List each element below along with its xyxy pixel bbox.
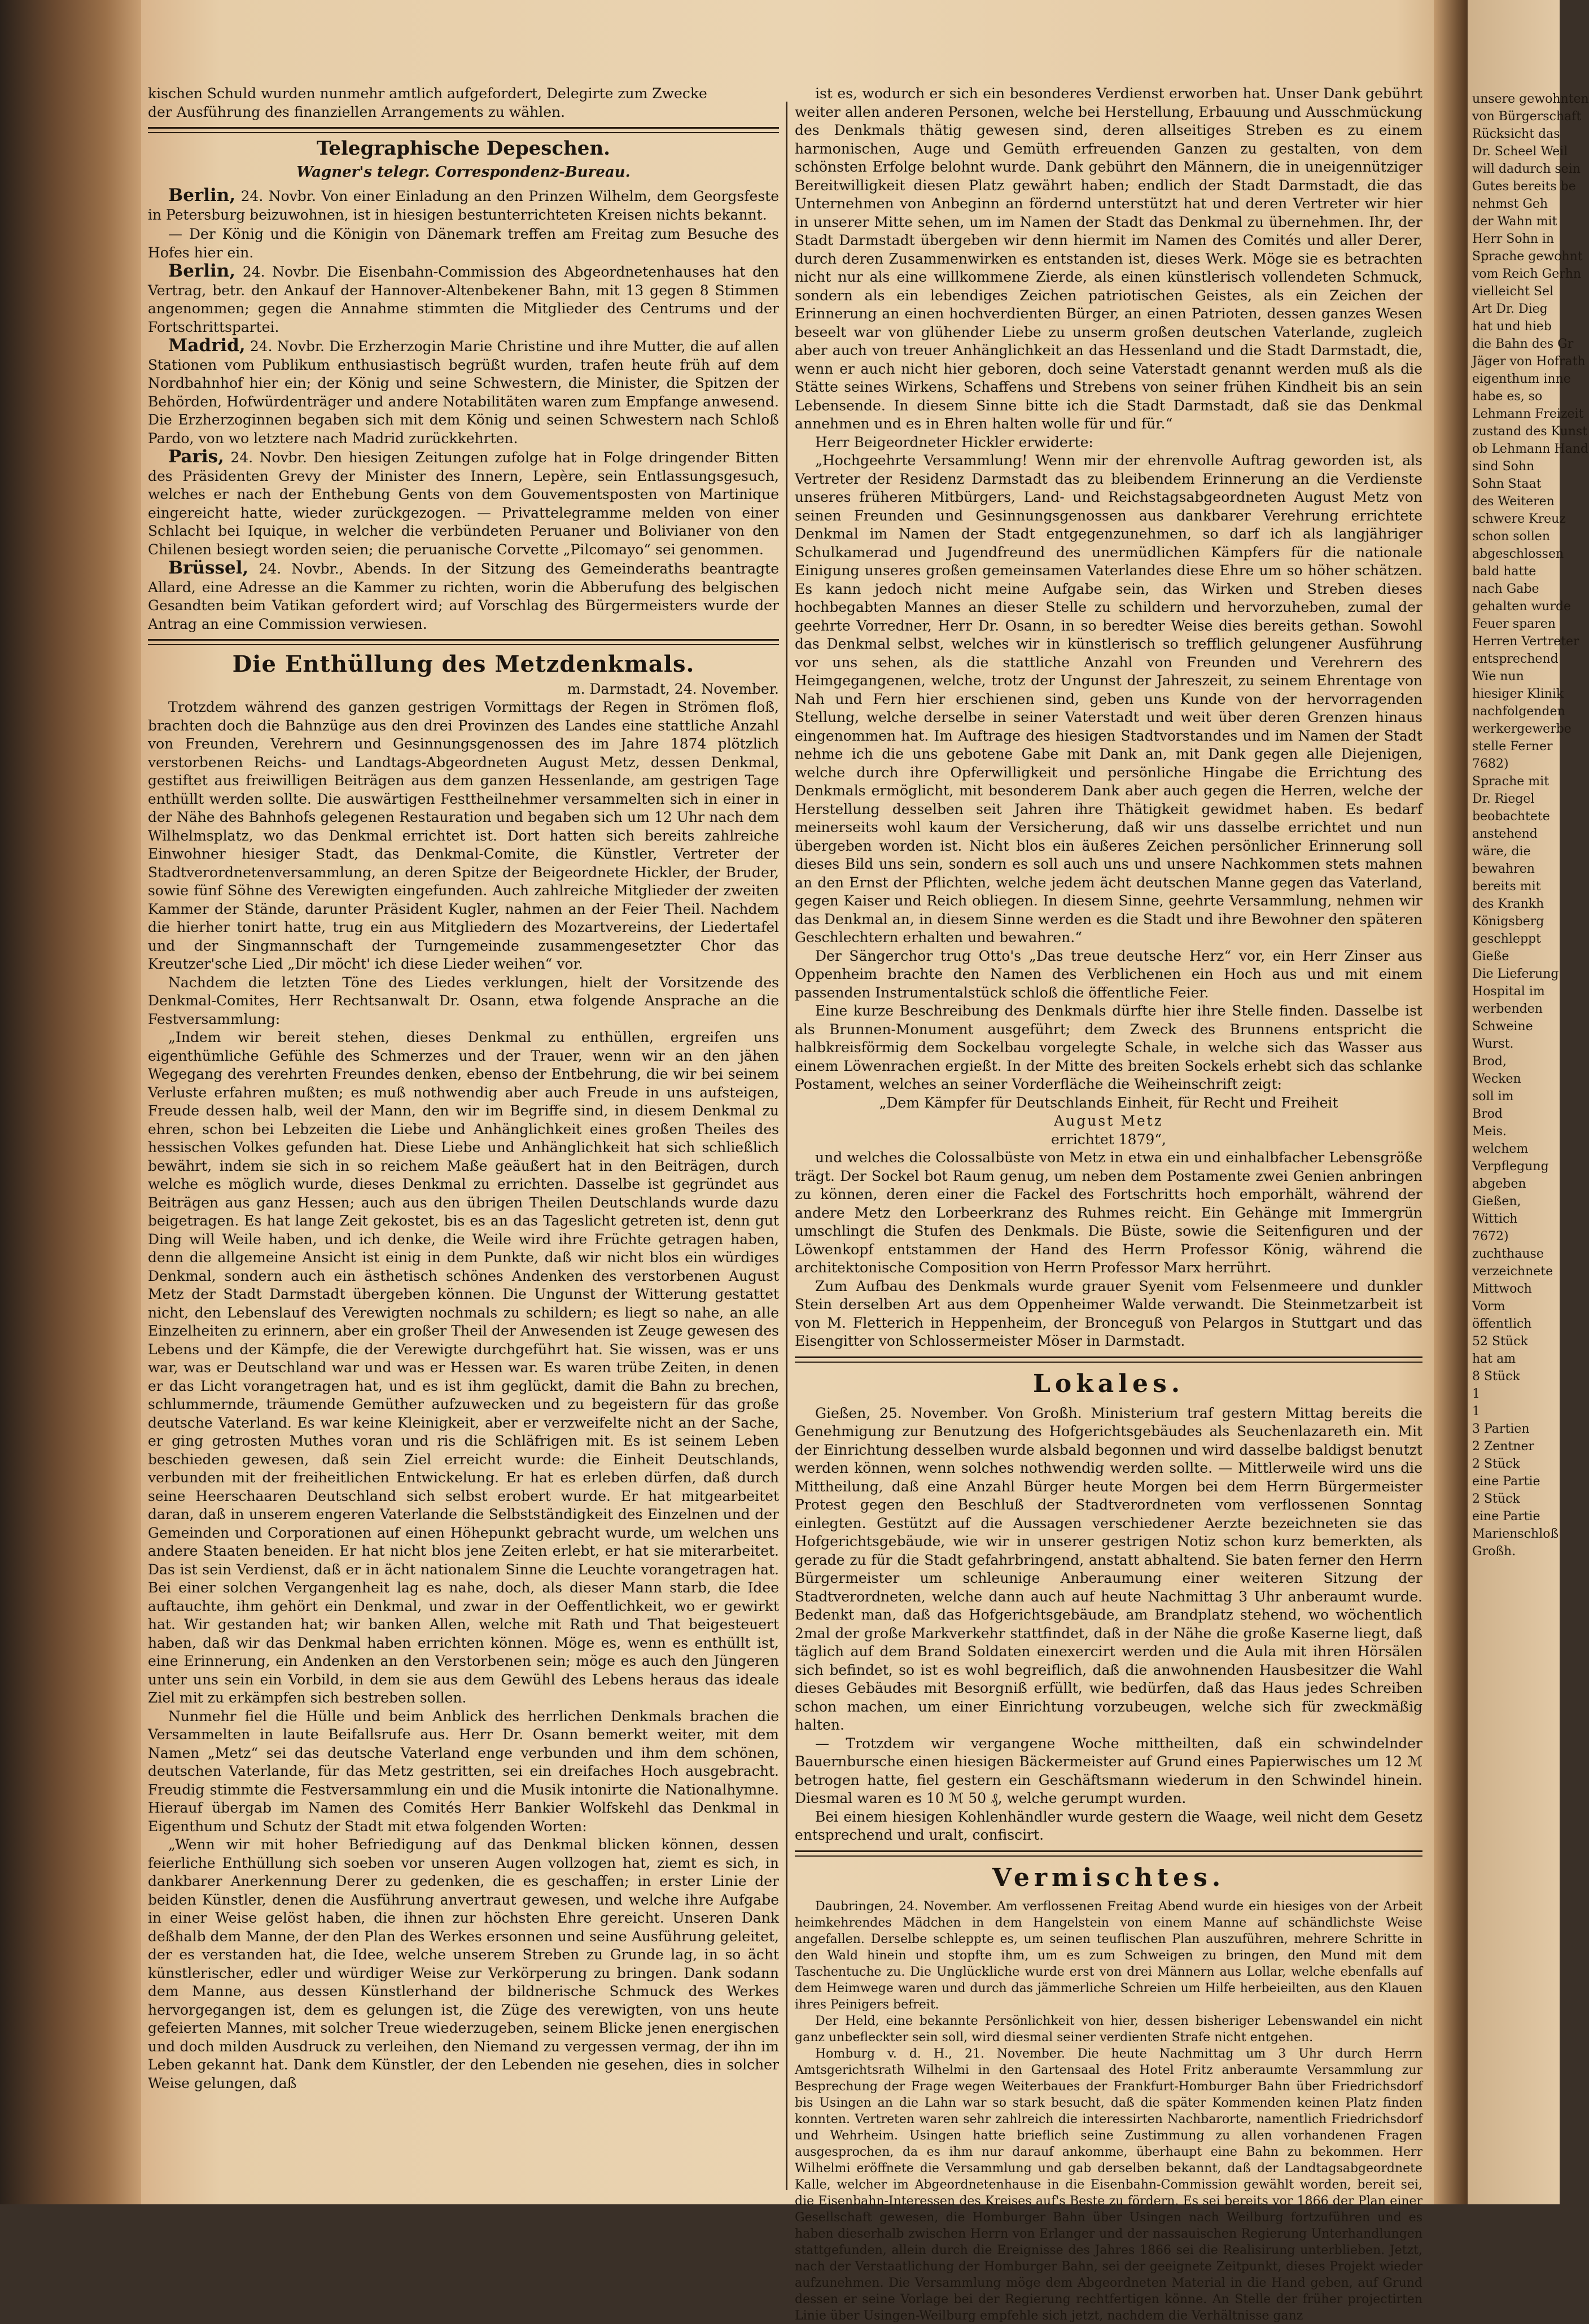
intro-line-1: kischen Schuld wurden nunmehr amtlich aufgefordert, Delegirte zum Zwecke bbox=[148, 85, 707, 102]
telegraph-text: 24. Novbr. Den hiesigen Zeitungen zufolge hat in Folge dringender Bitten des Präsidenten Grevy der Minister des Innern, Lepère, sein Entlassungsgesuch, welches er nach der Enthebung Gents von dem Gouvementsposten von Martinique eingereicht hatte, wieder zurückgezogen. — Privattelegramme melden von einer Schlacht bei Iquique, in welcher die verbündeten Peruaner und Bolivianer von den Chilenen besiegt worden seien; die peruanische Corvette „Pilcomayo“ sei genommen. bbox=[148, 449, 779, 558]
article-dateline: m. Darmstadt, 24. November. bbox=[567, 681, 779, 697]
telegraph-place: Brüssel, bbox=[168, 558, 249, 578]
adjacent-page-line: Jäger von Hofrath bbox=[1472, 354, 1586, 369]
adjacent-page-line: Sprache mit bbox=[1472, 774, 1549, 789]
adjacent-page-line: nach Gabe bbox=[1472, 582, 1539, 596]
adjacent-page-line: Schweine bbox=[1472, 1019, 1533, 1034]
adjacent-page-line: vielleicht Sel bbox=[1472, 285, 1554, 299]
adjacent-page-line: zuchthause bbox=[1472, 1247, 1544, 1261]
inscription-line-3: errichtet 1879“, bbox=[1051, 1131, 1166, 1148]
adjacent-page-line: Königsberg bbox=[1472, 914, 1544, 929]
adjacent-page-line: die Bahn des Gr bbox=[1472, 337, 1574, 351]
adjacent-page-line: anstehend bbox=[1472, 827, 1538, 841]
adjacent-page-line: Herr Sohn in bbox=[1472, 232, 1555, 246]
adjacent-page-line: hiesiger Klinik bbox=[1472, 687, 1564, 701]
adjacent-page-line: schon sollen bbox=[1472, 529, 1550, 544]
telegraph-item bbox=[148, 224, 779, 262]
telegraph-items bbox=[148, 186, 779, 633]
inscription-line-2: August Metz bbox=[1054, 1113, 1163, 1129]
adjacent-page-line: bald hatte bbox=[1472, 564, 1537, 579]
adjacent-page-line: abgeben bbox=[1472, 1177, 1526, 1191]
telegraph-item bbox=[148, 559, 779, 633]
article-title: Die Enthüllung des Metzdenkmals. bbox=[232, 651, 695, 677]
adjacent-page-line: werkergewerbe bbox=[1472, 722, 1572, 736]
top-margin bbox=[148, 0, 779, 85]
article-continuation bbox=[795, 85, 1422, 1094]
adjacent-page-line: Hospital im bbox=[1472, 984, 1545, 999]
article-paragraph: ist es, wodurch er sich ein besonderes Verdienst erworben hat. Unser Dank gebührt weiter allen anderen Personen, welche bei Herstellung, Erbauung und Ausschmückung des Denkmals thätig gewesen sind, deren allseitiges Streben es zu einem harmonischen, Auge und Gemüth erfreuenden Ganzen zu gestalten, von dem schönsten Erfolge belohnt wurde. Dank gebührt den Männern, die in uneigennütziger Bereitwilligkeit diesen Platz gewährt haben; endlich der Stadt Darmstadt, die das Unternehmen von Anbeginn an fördernd unterstützt hat und deren Vertreter wir hier in unserer Mitte sehen, um im Namen der Stadt das Denkmal zu übernehmen. Ihr, der Stadt Darmstadt übergeben wir denn hiermit im Namen des Comités und aller Derer, durch deren Zusammenwirken es entstanden ist, dieses Werk. Möge sie es betrachten nicht nur als eine willkommene Zierde, als einen künstlerisch vollendeten Schmuck, sondern als ein lebendiges Zeichen patriotischen Geistes, als ein Zeichen der Erinnerung an einen hochverdienten Bürger, an einen Patrioten, dessen ganzes Wesen beseelt war von glühender Liebe zu unserm großen deutschen Vaterlande, zugleich aber auch von treuer Anhänglichkeit an das Hessenland und die Stadt Darmstadt, die, wenn er auch nicht hier geboren, doch seine Vaterstadt genannt werden muß als die Stätte seines Wirkens, Schaffens und Strebens von seiner frühen Kindheit bis an sein Lebensende. In diesem Sinne bitte ich die Stadt Darmstadt, daß sie das Denkmal annehmen und es in Ehren halten wolle für und für.“ bbox=[795, 85, 1422, 432]
section-rule bbox=[795, 1850, 1422, 1857]
telegraph-agency: Wagner's telegr. Correspondenz-Bureau. bbox=[296, 164, 631, 181]
article-paragraph: Trotzdem während des ganzen gestrigen Vormittags der Regen in Strömen floß, brachten doch die Bahnzüge aus den drei Provinzen des Landes eine stattliche Anzahl von Freunden, Verehrern und Gesinnungsgenossen des im Jahre 1874 plötzlich verstorbenen Reichs- und Landtags-Abgeordneten August Metz, dessen Denkmal, gestiftet aus freiwilligen Beiträgen aus dem ganzen Hessenlande, am gestrigen Tage enthüllt werden sollte. Die auswärtigen Festtheilnehmer versammelten sich in einer in der Nähe des Bahnhofs gelegenen Restauration und begaben sich um 12 Uhr nach dem Wilhelmsplatz, wo das Denkmal errichtet ist. Dort hatten sich bereits zahlreiche Einwohner hiesiger Stadt, das Denkmal-Comite, die Künstler, Vertreter der Stadtverordnetenversammlung, an deren Spitze der Beigeordnete Hickler, der Bruder, sowie fünf Söhne des Verewigten eingefunden. Auch zahlreiche Mitglieder der zweiten Kammer der Stände, darunter Präsident Kugler, nahmen an der Feier Theil. Nachdem die hierher tonirt hatte, trug ein aus Mitgliedern des Mozartvereins, der Liedertafel und der Singmannschaft der Turngemeinde zusammengesetzter Chor das Kreutzer'sche Lied „Dir möcht' ich diese Lieder weihen“ vor. bbox=[148, 699, 779, 972]
telegraph-place: Paris, bbox=[168, 447, 224, 467]
adjacent-page-line: 1 bbox=[1472, 1387, 1480, 1401]
telegraph-item bbox=[148, 336, 779, 448]
adjacent-page-line: habe es, so bbox=[1472, 389, 1543, 404]
article-paragraph: Eine kurze Beschreibung des Denkmals dürfte hier ihre Stelle finden. Dasselbe ist als Brunnen-Monument ausgeführt; dem Zweck des Brunnens entspricht die halbkreisförmig dem Sockelbau vorgelegte Schale, in welche sich das Wasser aus einem Löwenrachen ergießt. In der Mitte des breiten Sockels erhebt sich das schlanke Postament, welches an seiner Vorderfläche die Weiheinschrift zeigt: bbox=[795, 1003, 1422, 1092]
adjacent-page bbox=[1468, 0, 1589, 2204]
adjacent-page-line: vom Reich Gerhn bbox=[1472, 267, 1582, 281]
telegraph-text: 24. Novbr. Von einer Einladung an den Prinzen Wilhelm, dem Georgsfeste in Petersburg beizuwohnen, ist in hiesigen bestunterrichteten Kreisen nichts bekannt. bbox=[148, 188, 779, 223]
adjacent-page-line: Marienschloß bbox=[1472, 1527, 1559, 1541]
vermischtes-title: Vermischtes. bbox=[992, 1863, 1225, 1892]
adjacent-page-line: gehalten wurde bbox=[1472, 599, 1572, 614]
adjacent-page-line: will dadurch sein bbox=[1472, 162, 1581, 176]
adjacent-page-line: geschleppt bbox=[1472, 932, 1541, 946]
telegraph-text: 24. Novbr. Die Erzherzogin Marie Christine und ihre Mutter, die auf allen Stationen vom Publikum enthusiastisch begrüßt wurden, trafen heute früh auf dem Nordbahnhof hier ein; der König und seine Schwestern, die Minister, die Spitzen der Behörden, Hofwürdenträger und andere Notabilitäten waren zum Empfange anwesend. Die Erzherzoginnen begaben sich mit dem König und seinen Schwestern nach Schloß Pardo, von wo letztere nach Madrid zurückkehrten. bbox=[148, 338, 779, 447]
article-paragraph: „Wenn wir mit hoher Befriedigung auf das Denkmal blicken können, dessen feierliche Enthüllung sich soeben vor unseren Augen vollzogen hat, ziemt es sich, in dankbarer Anerkennung Derer zu gedenken, die es geschaffen; in erster Linie der beiden Künstler, denen die Ausführung anvertraut gewesen, und welche ihre Aufgabe in einer Weise gelöst haben, die ihnen zur höchsten Ehre gereicht. Unseren Dank deßhalb dem Manne, der den Plan des Werkes ersonnen und seine Ausführung geleitet, der es verstanden hat, die Idee, welche unserem Streben zu Grunde lag, in so ächt künstlerischer, edler und würdiger Weise zur Verkörperung zu bringen. Dank sodann dem Manne, aus dessen Künstlerhand der bildnerische Schmuck des Werkes hervorgegangen ist, dem es gelungen ist, die Züge des verewigten, von uns heute gefeierten Mannes, mit solcher Treue wiederzugeben, seinem Blicke jenen energischen und doch milden Ausdruck zu verleihen, den Niemand zu vergessen vermag, der ihn im Leben gekannt hat. Dank dem Künstler, der den Lebenden nie gesehen, dies in solcher Weise gelungen, daß bbox=[148, 1836, 779, 2091]
adjacent-page-line: Verpflegung bbox=[1472, 1159, 1549, 1174]
adjacent-page-line: Dr. Riegel bbox=[1472, 792, 1535, 806]
adjacent-page-line: Sohn Staat bbox=[1472, 477, 1542, 491]
adjacent-page-line: welchem bbox=[1472, 1142, 1529, 1156]
adjacent-page-line: Dr. Scheel Weil bbox=[1472, 145, 1568, 159]
telegraph-text: 24. Novbr., Abends. In der Sitzung des Gemeinderaths beantragte Allard, eine Adresse an die Kammer zu richten, worin die Abberufung des belgischen Gesandten beim Vatikan gefordert wird; auf Vorschlag des Bürgermeisters wurde der Antrag an eine Commission verwiesen. bbox=[148, 561, 779, 632]
intro-line-2: der Ausführung des finanziellen Arrangements zu wählen. bbox=[148, 103, 566, 120]
adjacent-page-line: unsere gewohnten bbox=[1472, 92, 1589, 106]
article-paragraph: Nachdem die letzten Töne des Liedes verklungen, hielt der Vorsitzende des Denkmal-Comites, Herr Rechtsanwalt Dr. Osann, etwa folgende Ansprache an die Festversammlung: bbox=[148, 974, 779, 1027]
section-rule bbox=[148, 127, 779, 133]
adjacent-page-line: Gutes bereits be bbox=[1472, 180, 1576, 194]
adjacent-page-line: sind Sohn bbox=[1472, 459, 1535, 474]
lokales-paragraph: Gießen, 25. November. Von Großh. Ministerium traf gestern Mittag bereits die Genehmigung zur Benutzung des Hofgerichtsgebäudes als Seuchenlazareth ein. Mit der Einrichtung desselben wurde alsbald begonnen und wird dasselbe baldigst benutzt werden können, wenn solches nothwendig werden sollte. — Mittlerweile wird uns die Mittheilung, daß eine Anzahl Bürger heute Morgen bei dem Herrn Bürgermeister Protest gegen den Beschluß der Stadtverordneten vom verflossenen Sonntag einlegten. Gestützt auf die Aussagen verschiedener Aerzte bezeichneten sie das Hofgerichtsgebäude, wie wir in unserer gestrigen Notiz schon kurz bemerkten, als gerade zu für die Stadt gefahrbringend, anstatt abhaltend. Sie baten ferner den Herrn Bürgermeister um schleunige Anberaumung einer weiteren Sitzung der Stadtverordneten, welche dann auch auf heute Nachmittag 3 Uhr anberaumt wurde. Bedenkt man, daß das Hofgerichtsgebäude, am Brandplatz stehend, wo wöchentlich 2mal der große Markverkehr stattfindet, daß in der Nähe die große Kaserne liegt, daß täglich auf dem Brand Soldaten einexercirt werden und die Aula mit ihren Hörsälen sich befindet, so ist es wohl begreiflich, daß die anwohnenden Hausbesitzer die Wahl dieses Gebäudes mit Besorgniß erfüllt, wie bedürfen, daß das Haus jedes Schreiben schon machen, um einer Einrichtung vorzubeugen, welche sich für zweckmäßig halten. bbox=[795, 1404, 1422, 1733]
section-rule bbox=[148, 639, 779, 645]
adjacent-page-line: beobachtete bbox=[1472, 809, 1550, 824]
adjacent-page-line: entsprechend bbox=[1472, 652, 1559, 666]
adjacent-page-line: Großh. bbox=[1472, 1544, 1516, 1559]
adjacent-page-line: hat am bbox=[1472, 1352, 1516, 1366]
adjacent-page-line: schwere Kreuz bbox=[1472, 512, 1566, 526]
adjacent-page-line: abgeschlossen bbox=[1472, 547, 1564, 561]
adjacent-page-line: Brod, bbox=[1472, 1054, 1507, 1069]
lokales-body bbox=[795, 1404, 1422, 1845]
adjacent-page-line: Herren Vertreter bbox=[1472, 634, 1579, 649]
adjacent-page-line: 2 Zentner bbox=[1472, 1439, 1535, 1454]
section-rule bbox=[795, 1356, 1422, 1363]
adjacent-page-line: werbenden bbox=[1472, 1002, 1543, 1016]
adjacent-page-line: nachfolgenden bbox=[1472, 704, 1565, 719]
adjacent-page-line: von Bürgerschaft bbox=[1472, 110, 1582, 124]
adjacent-page-line: nehmst Geh bbox=[1472, 197, 1548, 211]
adjacent-page-line: 1 bbox=[1472, 1404, 1480, 1419]
adjacent-page-line: 7672) bbox=[1472, 1229, 1509, 1244]
column-left bbox=[148, 0, 779, 2204]
article-paragraph: „Indem wir bereit stehen, dieses Denkmal zu enthüllen, ergreifen uns eigenthümliche Gefühle des Schmerzes und der Trauer, wenn wir an den jähen Wegegang des verehrten Freundes denken, ebenso der Entbehrung, die wir bei seinem Verluste erfahren mußten; es muß nothwendig aber auch Freude in uns aufsteigen, Freude dessen halb, weil der Mann, den wir im Begriffe sind, in diesem Denkmal zu ehren, schon bei Lebzeiten die Liebe und Anhänglichkeit eines großen Theiles des hessischen Volkes gefunden hat. Diese Liebe und Anhänglichkeit hat sich schließlich bewährt, indem sie sich in so reichem Maße geäußert hat in den Beiträgen, durch welche es möglich wurde, dieses Denkmal zu errichten. Dasselbe ist gegründet aus Beiträgen aus ganz Hessen; auch aus den übrigen Theilen Deutschlands wurde dazu beigetragen. Es hat lange Zeit gekostet, bis es an das Tageslicht getreten ist, denn gut Ding will Weile haben, und ich denke, die Weile wird ihre Früchte getragen haben, denn die allgemeine Ansicht ist einig in dem Punkte, daß wir nicht blos ein würdiges Denkmal, sondern auch ein ästhetisch schönes Andenken des verstorbenen August Metz der Stadt Darmstadt übergeben können. Die Ungunst der Witterung gestattet nicht, den Lebenslauf des Verewigten nochmals zu schildern; es liegt so nahe, an alle Einzelheiten zu erinnern, aber ein großer Theil der Anwesenden ist Zeuge gewesen des Lebens und der Kämpfe, die der Verewigte durchgeführt hat. Sie wissen, was er uns war, was er Deutschland war und was er Hessen war. Es waren trübe Zeiten, in denen er das Licht vorangetragen hat, und es ist ihm geglückt, damit die Bahn zu brechen, schlummernde, träumende Gemüther aufzuwecken und zu begeistern für das große deutsche Vaterland. Es war keine Kleinigkeit, aber er verzweifelte nicht an der Sache, er ging getrosten Muthes voran und ris die Schläfrigen mit. Es ist seinem Leben beschieden gewesen, daß sein Ziel erreicht wurde: die Einheit Deutschlands, verbunden mit der freiheitlichen Entwickelung. Er hat es erleben dürfen, daß durch seine Heerschaaren Deutschland sich selbst erobert wurde. Er hat mitgearbeitet daran, daß in unserem engeren Vaterlande die Selbstständigkeit des Einzelnen und der Gemeinden und Corporationen auf einen Höhepunkt gebracht wurde, um welchen uns andere Staaten beneiden. Er hat nicht blos jene Zeiten erlebt, er hat sie miterarbeitet. Das ist sein Verdienst, daß er in ächt nationalem Sinne die Leuchte vorangetragen hat. Bei einer solchen Vergangenheit lag es nahe, doch, als dieser Mann starb, die Idee auftauchte, ihm gehört ein Denkmal, und zwar in der Oeffentlichkeit, wo er gewirkt hat. Wir gestanden hat; wir banken Allen, welche mit Rath und That beigesteuert haben, daß wir das Denkmal haben errichten können. Möge es, wenn es enthüllt ist, eine Erinnerung, ein Andenken an den Verstorbenen sein; möge es auch den Jüngeren unter uns sein ein Vorbild, in dem sie aus dem Gewühl des Lebens heraus das ideale Ziel mit zu erkämpfen sich bestreben sollen. bbox=[148, 1029, 779, 1706]
adjacent-page-line: eine Partie bbox=[1472, 1474, 1540, 1489]
adjacent-page-line: Mittwoch bbox=[1472, 1282, 1532, 1296]
adjacent-page-line: Feuer sparen bbox=[1472, 617, 1556, 631]
adjacent-page-line: Wie nun bbox=[1472, 669, 1524, 684]
adjacent-page-line: Wittich bbox=[1472, 1212, 1518, 1226]
vermischtes-paragraph: Daubringen, 24. November. Am verflossenen Freitag Abend wurde ein hiesiges von der Arbeit heimkehrendes Mädchen in dem Hangelstein von einem Manne auf schändlichste Weise angefallen. Derselbe schleppte es, um seinen teuflischen Plan auszuführen, mehrere Schritte in den Wald hinein und stopfte ihm, um es zum Schweigen zu bringen, den Mund mit dem Taschentuche zu. Die Unglückliche wurde erst von drei Männern aus Lollar, welche ebenfalls auf dem Heimwege waren und durch das jämmerliche Schreien um Hilfe herbeieilten, aus den Klauen ihres Peinigers befreit. bbox=[795, 1899, 1422, 2012]
column-right bbox=[795, 0, 1422, 2323]
adjacent-page-line: Meis. bbox=[1472, 1124, 1507, 1139]
adjacent-page-line: 7682) bbox=[1472, 757, 1509, 771]
article-paragraph: Nunmehr fiel die Hülle und beim Anblick des herrlichen Denkmals brachen die Versammelten in laute Beifallsrufe aus. Herr Dr. Osann bemerkt weiter, mit dem Namen „Metz“ sei das deutsche Vaterland enge verbunden und ihm dem schönen, deutschen Vaterlande, für das Metz gestritten, sei ein dreifaches Hoch ausgebracht. Freudig stimmte die Festversammlung ein und die Musik intonirte die Nationalhymne. Hierauf übergab im Namen des Comités Herr Bankier Wolfskehl das Denkmal in Eigenthum und Schutz der Stadt mit etwa folgenden Worten: bbox=[148, 1708, 779, 1835]
adjacent-page-line: soll im bbox=[1472, 1089, 1514, 1104]
adjacent-page-line: 8 Stück bbox=[1472, 1369, 1520, 1384]
lokales-title: Lokales. bbox=[1032, 1369, 1185, 1398]
adjacent-page-line: Brod bbox=[1472, 1107, 1503, 1121]
article-paragraph: Zum Aufbau des Denkmals wurde grauer Syenit vom Felsenmeere und dunkler Stein derselben Art aus dem Oppenheimer Walde verwandt. Die Steinmetzarbeit ist von M. Fletterich in Heppenheim, der Bronceguß von Pelargos in Stuttgart und das Eisengitter von Schlossermeister Möser in Darmstadt. bbox=[795, 1277, 1422, 1349]
adjacent-page-line: Lehmann Freizeit bbox=[1472, 407, 1584, 421]
column-rule bbox=[786, 102, 787, 2190]
top-margin bbox=[1468, 0, 1560, 90]
adjacent-page-line: Vorm bbox=[1472, 1299, 1505, 1314]
adjacent-page-line: Wurst. bbox=[1472, 1037, 1514, 1051]
article-paragraph: „Hochgeehrte Versammlung! Wenn mir der ehrenvolle Auftrag geworden ist, als Vertreter der Residenz Darmstadt das zu bleibendem Erinnerung an die Verdienste unseres früheren Mitbürgers, Land- und Reichstagsabgeordneten August Metz von seinen Freunden und Gesinnungsgenossen aus dankbarer Verehrung errichtete Denkmal im Namen der Stadt entgegenzunehmen, so darf ich als langjähriger Schulkamerad und Jugendfreund des unermüdlichen Kämpfers für die nationale Einigung unseres großen gemeinsamen Vaterlandes diese Ehre um so höher schätzen. Es kann jedoch nicht meine Aufgabe sein, das Wirken und Streben dieses hochbegabten Mannes an dieser Stelle zu schildern und hervorzuheben, zumal der geehrte Vorredner, Herr Dr. Osann, in so beredter Weise dies bereits gethan. Sowohl das Denkmal selbst, welches wir in künstlerisch so trefflich gelungener Ausführung vor uns sehen, als die stattliche Anzahl von Freunden und Verehrern des Heimgegangenen, welche, trotz der Ungunst der Jahreszeit, zu seinem Ehrentage von Nah und Fern hier erschienen sind, geben uns Kunde von der hervorragenden Stellung, welche derselbe in seiner Vaterstadt und weit über deren Grenzen hinaus eingenommen hat. Im Auftrage des hiesigen Stadtvorstandes und im Namen der Stadt nehme ich die uns gebotene Gabe mit Dank an, mit Dank gegen alle Diejenigen, welche durch ihre Opferwilligkeit und persönliche Hingabe die Errichtung des Denkmals ermöglicht, mit besonderem Dank aber auch gegen die Herren, welche der Herstellung desselben seit Jahren ihre Thätigkeit gewidmet haben. Es bedarf meinerseits wohl kaum der Versicherung, daß wir uns dasselbe errichtet und nun übergeben worden ist. Nicht blos ein äußeres Zeichen persönlicher Erinnerung soll dieses Bild uns sein, sondern es soll auch uns und unsere Nachkommen stets mahnen an den Ernst der Pflichten, welche jedem ächt deutschen Manne gegen das Vaterland, gegen Kaiser und Reich obliegen. In diesem Sinne, geehrte Versammlung, nehmen wir das Denkmal an, in diesem Sinne werden es die Stadt und ihre Bewohner den späteren Geschlechtern erhalten und bewahren.“ bbox=[795, 452, 1422, 946]
article-paragraph: Herr Beigeordneter Hickler erwiderte: bbox=[815, 434, 1093, 450]
binding-left bbox=[0, 0, 141, 2204]
telegraph-item bbox=[148, 186, 779, 224]
adjacent-page-line: bereits mit bbox=[1472, 879, 1541, 894]
adjacent-page-line: Rücksicht das bbox=[1472, 127, 1560, 141]
article-paragraph: und welches die Colossalbüste von Metz in etwa ein und einhalbfacher Lebensgröße trägt. Der Sockel bot Raum genug, um neben dem Postamente zwei Genien anbringen zu können, deren einer die Fackel des Fortschritts hoch emporhält, während der andere Metz den Lorbeerkranz des Ruhmes reicht. Ein Gehänge mit Immergrün umschlingt die Stufen des Denkmals. Die Büste, sowie die Seitenfiguren und der Löwenkopf entstammen der Hand des Herrn Professor König, während die architektonische Composition von Herrn Professor Marx herrührt. bbox=[795, 1149, 1422, 1276]
adjacent-page-text bbox=[1468, 90, 1589, 1560]
adjacent-page-line: Sprache gewohnt bbox=[1472, 250, 1583, 264]
adjacent-page-line: der Wahn mit bbox=[1472, 215, 1557, 229]
adjacent-page-line: bewahren bbox=[1472, 862, 1535, 876]
adjacent-page-line: stelle Ferner bbox=[1472, 739, 1553, 754]
adjacent-page-line: verzeichnete bbox=[1472, 1264, 1553, 1279]
adjacent-page-line: Gieße bbox=[1472, 949, 1509, 964]
adjacent-page-line: eine Partie bbox=[1472, 1509, 1540, 1524]
adjacent-page-line: 3 Partien bbox=[1472, 1422, 1530, 1436]
adjacent-page-line: Die Lieferung bbox=[1472, 967, 1559, 981]
adjacent-page-line: Art Dr. Dieg bbox=[1472, 302, 1548, 316]
adjacent-page-line: des Krankh bbox=[1472, 897, 1544, 911]
telegraph-place: Berlin, bbox=[168, 185, 236, 205]
telegraph-place: Madrid, bbox=[168, 335, 246, 356]
adjacent-page-line: 2 Stück bbox=[1472, 1492, 1520, 1506]
article-description bbox=[795, 1149, 1422, 1351]
vermischtes-paragraph: Der Held, eine bekannte Persönlichkeit von hier, dessen bisheriger Lebenswandel ein nicht ganz unbefleckter sein soll, wird diesmal seiner verdienten Strafe nicht entgehen. bbox=[795, 2014, 1422, 2045]
telegraph-text: 24. Novbr. Die Eisenbahn-Commission des Abgeordnetenhauses hat den Vertrag, betr. den Ankauf der Hannover-Altenbekener Bahn, mit 13 gegen 8 Stimmen angenommen; gegen die Annahme stimmten die Mitglieder des Centrums und der Fortschrittspartei. bbox=[148, 264, 780, 335]
telegraph-item bbox=[148, 448, 779, 559]
telegraph-item bbox=[148, 262, 779, 336]
lokales-paragraph: — Trotzdem wir vergangene Woche mittheilten, daß ein schwindelnder Bauernbursche einen hiesigen Bäckermeister auf Grund eines Papierwisches um 12 ℳ betrogen hatte, fiel gestern ein Geschäftsmann wiederum in den Schwindel hinein. Diesmal waren es 10 ℳ 50 ₰, welche gerumpt wurden. bbox=[795, 1735, 1422, 1806]
adjacent-page-line: hat und hieb bbox=[1472, 320, 1552, 334]
article-paragraph: Der Sängerchor trug Otto's „Das treue deutsche Herz“ vor, ein Herr Zinser aus Oppenheim brachte den Namen des Verblichenen ein Hoch aus und mit einem passenden Instrumentalstück schloß die öffentliche Feier. bbox=[795, 947, 1422, 1001]
inscription-line-1: „Dem Kämpfer für Deutschlands Einheit, für Recht und Freiheit bbox=[879, 1094, 1338, 1111]
adjacent-page-line: des Weiteren bbox=[1472, 494, 1555, 509]
adjacent-page-line: wäre, die bbox=[1472, 844, 1531, 859]
telegraph-place: Berlin, bbox=[168, 261, 236, 281]
vermischtes-paragraph: Homburg v. d. H., 21. November. Die heute Nachmittag um 3 Uhr durch Herrn Amtsgerichtsrath Wilhelmi in den Gartensaal des Hotel Fritz anberaumte Versammlung zur Besprechung der Frage wegen Weiterbaues der Frankfurt-Homburger Bahn über Friedrichsdorf bis Usingen an die Lahn war so stark besucht, daß die später Kommenden keinen Platz finden konnten. Vertreten waren sehr zahlreich die interessirten Nachbarorte, namentlich Friedrichsdorf und Wehrheim. Usingen hatte brieflich seine Zustimmung zu allen vorhandenen Fragen ausgesprochen, da es ihm nur darauf ankomme, überhaupt eine Bahn zu bekommen. Herr Wilhelmi eröffnete die Versammlung und gab derselben bekannt, daß der Landtagsabgeordnete Kalle, welcher im Abgeordnetenhause in die Eisenbahn-Commission gewählt worden, bereit sei, die Eisenbahn-Interessen des Kreises auf's Beste zu fördern. Es sei bereits vor 1866 der Plan einer Gesellschaft gewesen, die Homburger Bahn über Usingen nach Weilburg fortzuführen und es haben dieserhalb zwischen Herrn von Erlanger und der nassauischen Regierung Unterhandlungen stattgefunden, allein durch die Ereignisse des Jahres 1866 sei die Realisirung unterblieben. Jetzt, nach der Verstaatlichung der Homburger Bahn, sei der geeignete Zeitpunkt, dieses Projekt wieder aufzunehmen. Die Versammlung möge dem Abgeordneten Material in die Hand geben, auf Grund dessen er seine Vorlage bei der Regierung rechtfertigen könne. An Stelle der früher projectirten Linie über Usingen-Weilburg empfehle sich jetzt, nachdem die Verhältnisse ganz bbox=[795, 2046, 1422, 2323]
lokales-paragraph: Bei einem hiesigen Kohlenhändler wurde gestern die Waage, weil nicht dem Gesetz entsprechend und uralt, confiscirt. bbox=[795, 1808, 1422, 1843]
vermischtes-body bbox=[795, 1898, 1422, 2324]
adjacent-page-line: Gießen, bbox=[1472, 1194, 1521, 1209]
adjacent-page-line: öffentlich bbox=[1472, 1317, 1532, 1331]
adjacent-page-line: 2 Stück bbox=[1472, 1457, 1520, 1471]
top-margin bbox=[795, 0, 1422, 85]
telegraph-text: — Der König und die Königin von Dänemark treffen am Freitag zum Besuche des Hofes hier ein. bbox=[148, 226, 779, 261]
telegraph-title: Telegraphische Depeschen. bbox=[316, 137, 610, 160]
adjacent-page-line: eigenthum inne bbox=[1472, 372, 1571, 386]
article-body bbox=[148, 698, 779, 2093]
adjacent-page-line: Wecken bbox=[1472, 1072, 1521, 1086]
adjacent-page-line: zustand des Kunst bbox=[1472, 424, 1588, 439]
adjacent-page-line: ob Lehmann Hand bbox=[1472, 442, 1588, 456]
adjacent-page-line: 52 Stück bbox=[1472, 1334, 1528, 1349]
